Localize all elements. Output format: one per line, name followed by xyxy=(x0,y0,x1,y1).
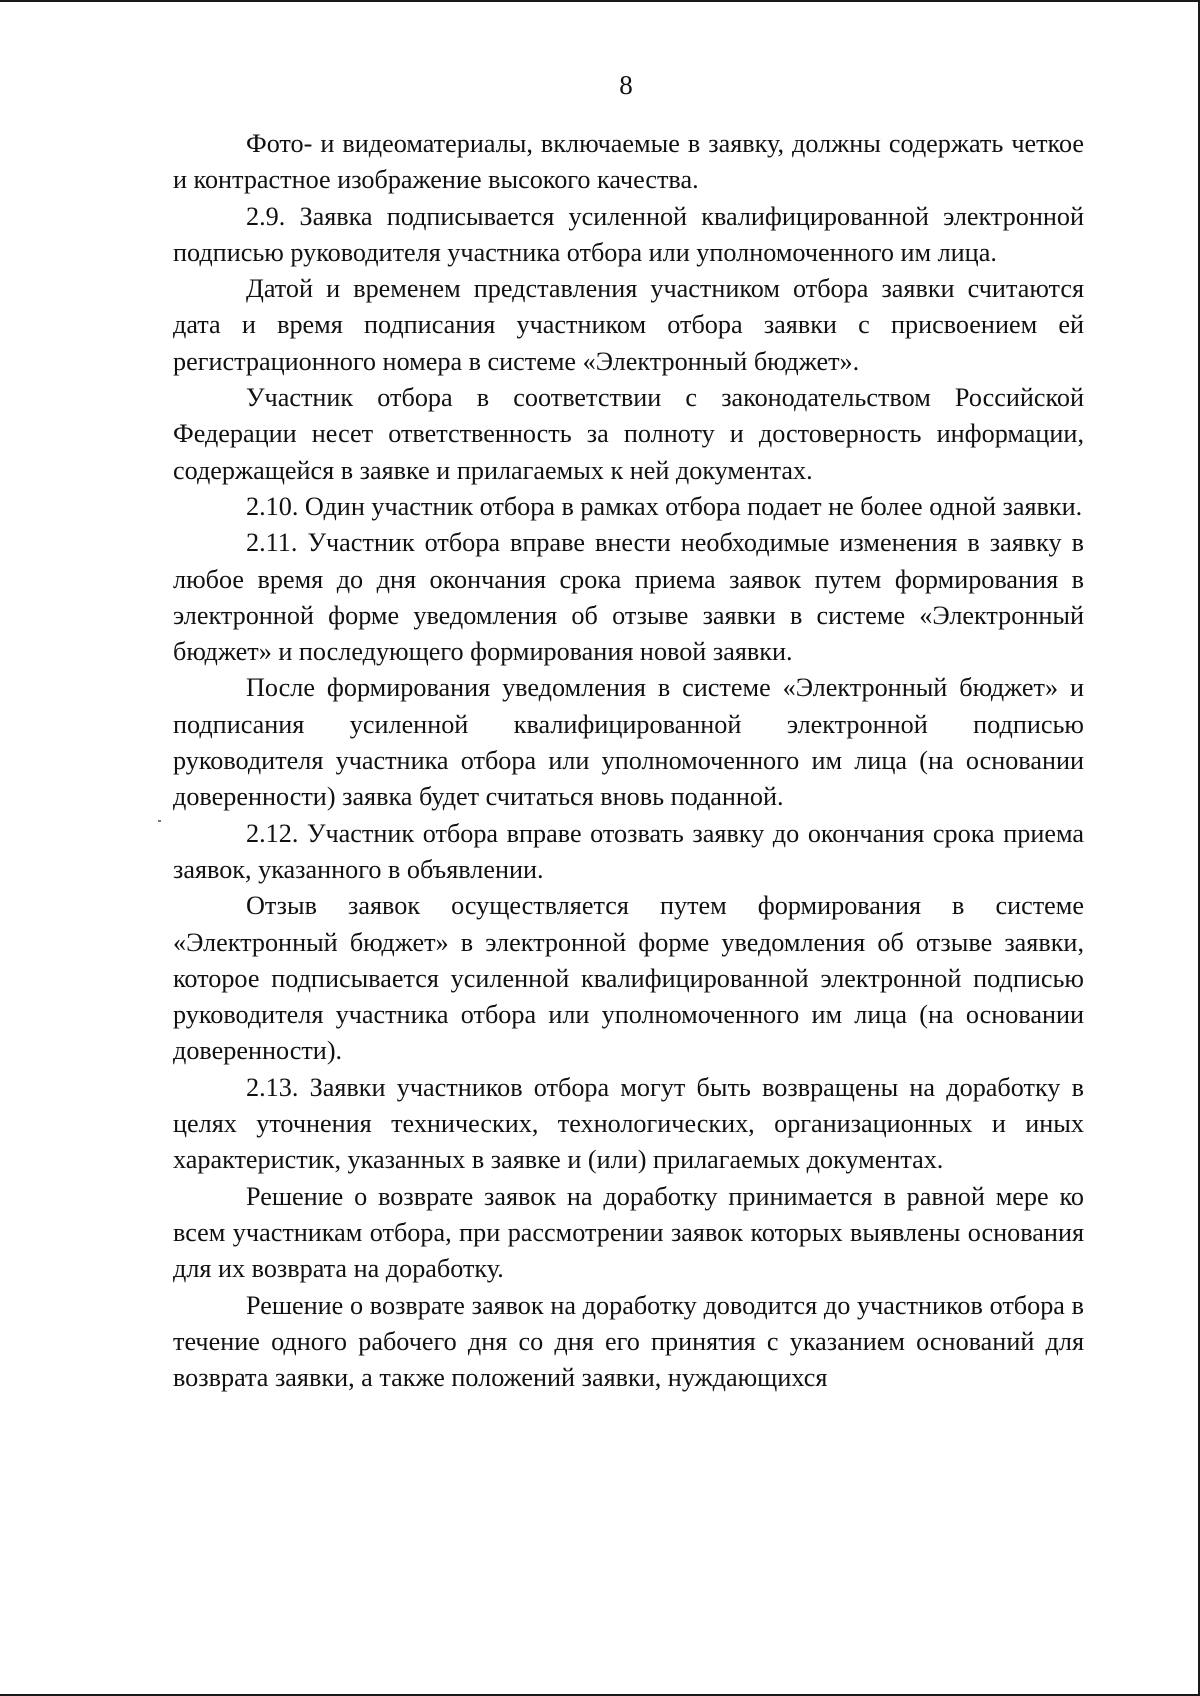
page-number: 8 xyxy=(619,70,633,100)
paragraph-submission-date: Датой и временем представления участником отбора заявки считаются дата и время подписания участником отбора заявки с присвоением ей регистрационного номера в системе «Электронный бюджет». xyxy=(173,274,1084,376)
paragraph-withdrawal: Отзыв заявок осуществляется путем формирования в системе «Электронный бюджет» в электронной форме уведомления об отзыве заявки, которое подписывается усиленной квалифицированной электронной подписью руководителя участника отбора или уполномоченного им лица (на основании доверенности). xyxy=(173,891,1084,1066)
paragraph-photo-video: Фото- и видеоматериалы, включаемые в заявку, должны содержать четкое и контрастное изображение высокого качества. xyxy=(173,129,1084,195)
paragraph-responsibility: Участник отбора в соответствии с законодательством Российской Федерации несет ответственность за полноту и достоверность информации, содержащейся в заявке и прилагаемых к ней документах. xyxy=(173,383,1084,485)
paragraph-2-12: 2.12. Участник отбора вправе отозвать заявку до окончания срока приема заявок, указанного в объявлении. xyxy=(173,818,1084,884)
paragraph-return-notification: Решение о возврате заявок на доработку доводится до участников отбора в течение одного рабочего дня со дня его принятия с указанием оснований для возврата заявки, а также положений заявки, нуждающихся xyxy=(173,1290,1084,1393)
paragraph-2-10: 2.10. Один участник отбора в рамках отбора подает не более одной заявки. xyxy=(246,491,1083,521)
paragraph-2-11: 2.11. Участник отбора вправе внести необходимые изменения в заявку в любое время до дня окончания срока приема заявок путем формирования в электронной форме уведомления об отзыве заявки в системе «Электронный бюджет» и последующего формирования новой заявки. xyxy=(173,528,1084,667)
paragraph-return-decision: Решение о возврате заявок на доработку принимается в равной мере ко всем участникам отбора, при рассмотрении заявок которых выявлены основания для их возврата на доработку. xyxy=(173,1181,1084,1284)
paragraph-new-submission: После формирования уведомления в системе «Электронный бюджет» и подписания усиленной квалифицированной электронной подписью руководителя участника отбора или уполномоченного им лица (на основании доверенности) заявка будет считаться вновь поданной. xyxy=(173,673,1084,812)
paragraph-2-13: 2.13. Заявки участников отбора могут быть возвращены на доработку в целях уточнения технических, технологических, организационных и иных характеристик, указанных в заявке и (или) прилагаемых документах. xyxy=(173,1072,1084,1175)
document-body xyxy=(173,126,1084,1396)
paragraph-2-9: 2.9. Заявка подписывается усиленной квалифицированной электронной подписью руководителя участника отбора или уполномоченного им лица. xyxy=(173,201,1084,267)
scan-speck xyxy=(158,820,161,822)
